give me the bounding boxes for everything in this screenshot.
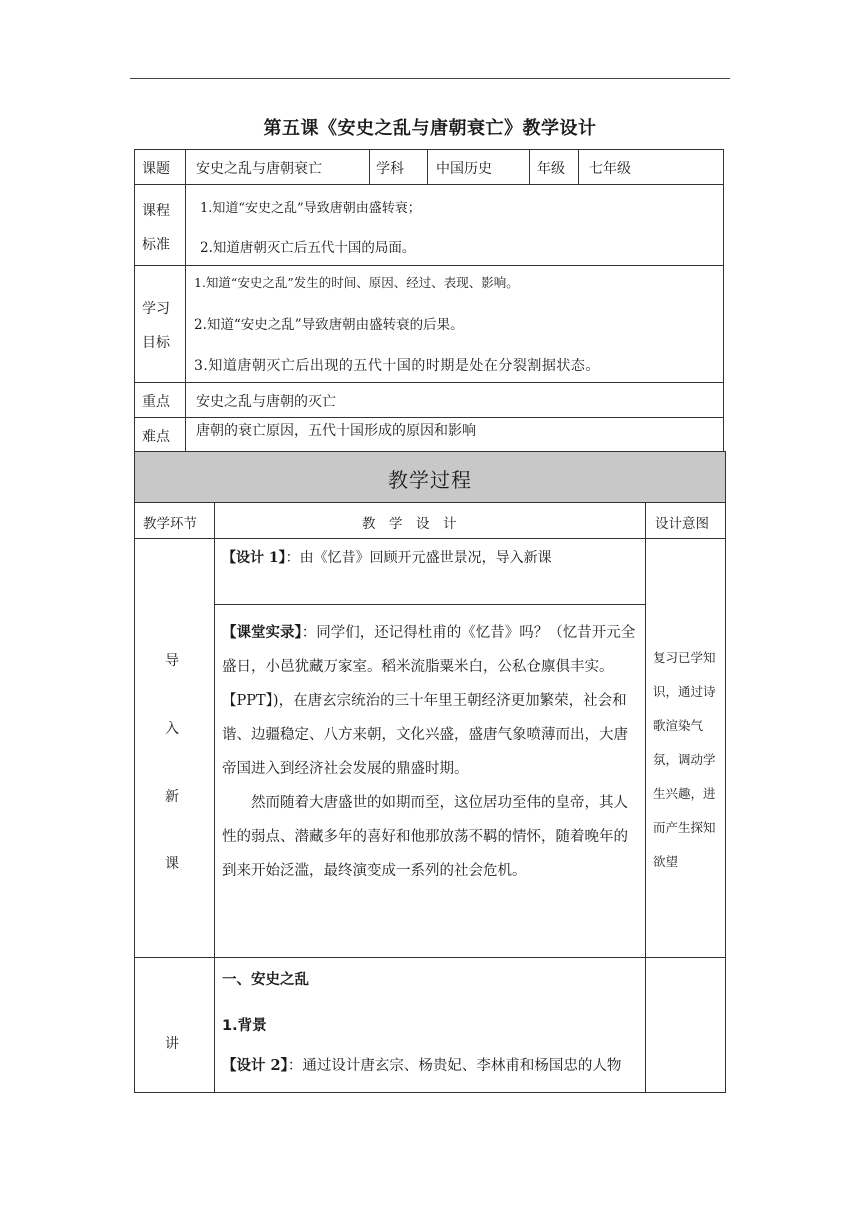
record-text: ：同学们，还记得杜甫的《忆昔》吗？（忆昔开元全盛日，小邑犹藏万家室。稻米流脂粟米白，公私仓廪俱丰实。【PPT】)，在唐玄宗统治的三十年里王朝经济更加繁荣，社会和谐、边疆稳定、八方来朝，文化兴盛，盛唐气象喷薄而出，大唐帝国进入到经济社会发展的鼎盛时期。	[222, 625, 636, 777]
objectives-label-1: 学习	[142, 301, 170, 317]
process-title: 教学过程	[388, 468, 472, 492]
col-design: 教 学 设 计	[362, 516, 457, 532]
lecture-design-2	[222, 1056, 621, 1076]
subject-value: 中国历史	[436, 161, 492, 177]
header-rule	[130, 78, 730, 79]
intro-design-1	[222, 548, 552, 568]
key-point-value: 安史之乱与唐朝的灭亡	[196, 394, 336, 410]
record-tag: 【课堂实录】	[222, 624, 302, 641]
objectives-label-2: 目标	[142, 335, 170, 351]
standards-label-1: 课程	[142, 203, 170, 219]
difficulty-value: 唐朝的衰亡原因，五代十国形成的原因和影响	[196, 423, 476, 439]
design-1-tag: 【设计 1】	[222, 550, 286, 566]
intro-record	[222, 616, 638, 888]
lecture-heading-1: 一、安史之乱	[222, 972, 309, 988]
grade-label: 年级	[537, 161, 565, 177]
design-2-text: ：通过设计唐玄宗、杨贵妃、李林甫和杨国忠的人物	[287, 1058, 622, 1074]
objective-item-1: 1.知道“安史之乱”发生的时间、原因、经过、表现、影响。	[194, 275, 519, 290]
intro-stage-char-1: 导	[165, 653, 179, 669]
subject-label: 学科	[376, 161, 404, 177]
design-2-tag: 【设计 2】	[222, 1057, 288, 1074]
lecture-stage-char: 讲	[165, 1036, 179, 1052]
intro-stage-char-3: 新	[165, 789, 179, 805]
key-point-label: 重点	[142, 394, 170, 410]
lecture-heading-2: 1.背景	[222, 1018, 267, 1034]
grade-value: 七年级	[589, 161, 631, 177]
objective-item-2: 2.知道“安史之乱”导致唐朝由盛转衰的后果。	[194, 317, 464, 333]
col-stage: 教学环节	[143, 516, 197, 532]
standards-label-2: 标准	[142, 237, 170, 253]
intro-intent: 复习已学知识，通过诗歌渲染气氛，调动学生兴趣，进而产生探知欲望	[653, 650, 716, 869]
document-title: 第五课《安史之乱与唐朝衰亡》教学设计	[263, 118, 597, 139]
difficulty-label: 难点	[142, 429, 170, 445]
col-intent: 设计意图	[655, 516, 709, 532]
topic-label: 课题	[142, 161, 170, 177]
design-1-text: ：由《忆昔》回顾开元盛世景况，导入新课	[285, 550, 552, 566]
standards-item-1: 1.知道“安史之乱”导致唐朝由盛转衰；	[200, 201, 421, 216]
intro-stage-char-4: 课	[165, 856, 179, 872]
topic-value: 安史之乱与唐朝衰亡	[196, 161, 322, 177]
intro-stage-char-2: 入	[165, 721, 179, 737]
objective-item-3: 3.知道唐朝灭亡后出现的五代十国的时期是处在分裂割据状态。	[194, 358, 600, 374]
standards-item-2: 2.知道唐朝灭亡后五代十国的局面。	[200, 240, 416, 256]
intro-paragraph-2: 然而随着大唐盛世的如期而至，这位居功至伟的皇帝，其人性的弱点、潜藏多年的喜好和他那放荡不羁的情怀，随着晚年的到来开始泛滥，最终演变成一系列的社会危机。	[222, 795, 628, 879]
